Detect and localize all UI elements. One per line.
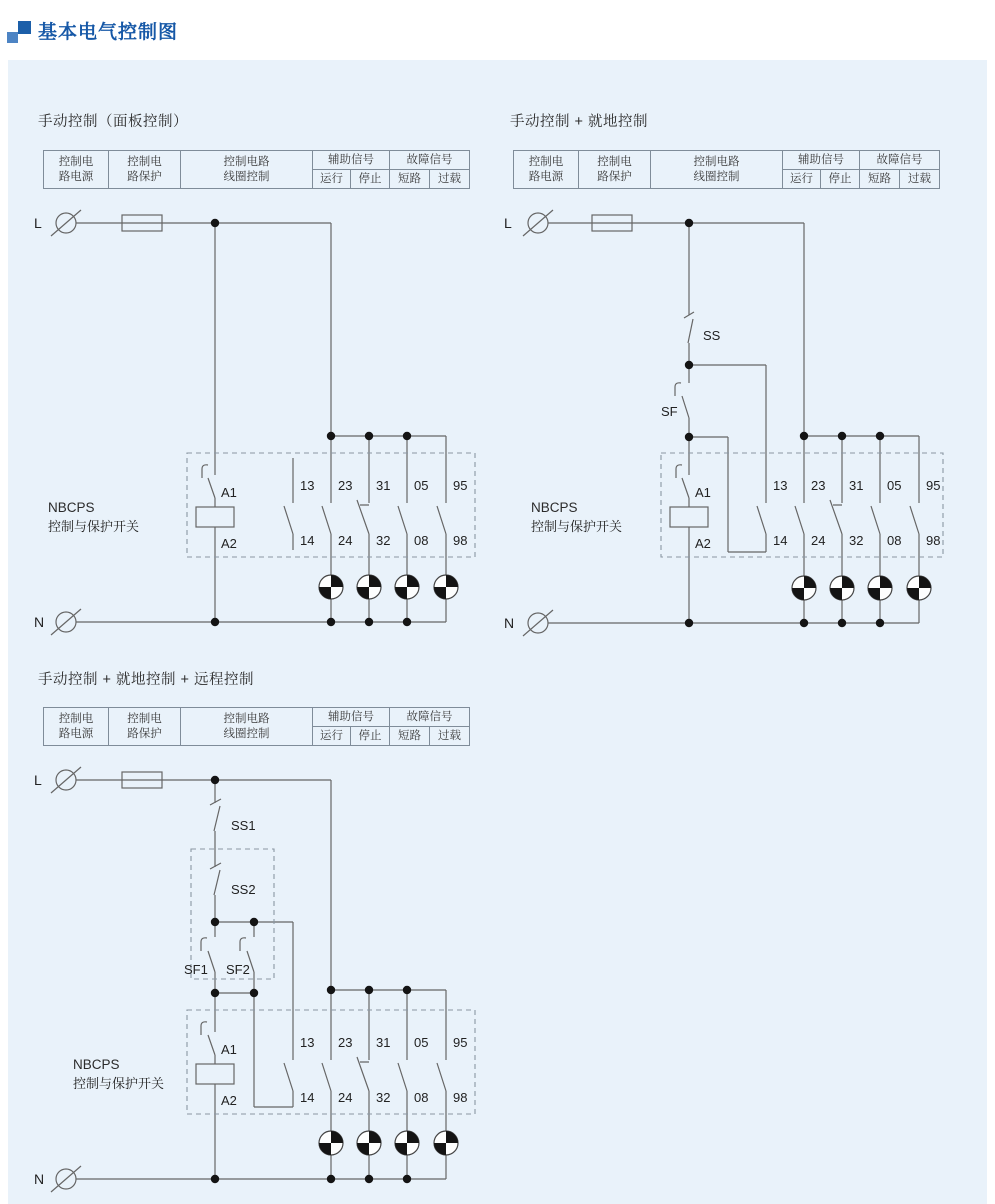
signal-table-2: 控制电 路电源 控制电 路保护 控制电路 线圈控制 辅助信号 故障信号 运行 停止 短路 过载 — [513, 150, 940, 189]
svg-text:95: 95 — [453, 1035, 468, 1050]
sf-actuator-icon — [675, 383, 681, 396]
remote-dashed-box — [191, 849, 274, 979]
sf-switch-label: SF — [661, 404, 678, 419]
diagram3-title: 手动控制 + 就地控制 + 远程控制 — [38, 672, 255, 688]
logo-square-dark-icon — [18, 21, 31, 34]
contact-numbers — [773, 478, 940, 548]
wires — [548, 223, 919, 623]
svg-text:13: 13 — [300, 1035, 315, 1050]
neutral-label: N — [34, 614, 45, 630]
svg-text:14: 14 — [773, 533, 788, 548]
sf1-actuator-icon — [201, 938, 207, 951]
sf2-actuator-icon — [240, 938, 246, 951]
svg-text:NBCPS: NBCPS — [531, 500, 578, 515]
circuit-diagram-2 — [500, 200, 970, 650]
svg-text:23: 23 — [811, 478, 826, 493]
svg-text:32: 32 — [376, 533, 391, 548]
coil-a1: A1 — [221, 485, 237, 500]
run-lamp-icon — [792, 576, 816, 600]
device-desc: 控制与保护开关 — [48, 519, 140, 534]
junction-dots — [685, 219, 884, 627]
svg-text:32: 32 — [849, 533, 864, 548]
logo-square-light-icon — [7, 32, 18, 43]
col-run: 运行 — [313, 170, 351, 189]
svg-text:NBCPS: NBCPS — [73, 1057, 120, 1072]
svg-text:98: 98 — [926, 533, 941, 548]
coil-symbol — [196, 507, 234, 527]
stop-lamp-icon — [357, 575, 381, 599]
junction-dots — [211, 219, 411, 626]
svg-text:N: N — [34, 1171, 45, 1187]
run-lamp-icon — [319, 575, 343, 599]
manual-actuator-icon — [202, 465, 208, 478]
coil-a2: A2 — [221, 536, 237, 551]
svg-text:N: N — [504, 615, 515, 631]
svg-text:14: 14 — [300, 533, 315, 548]
overload-lamp-icon — [434, 575, 458, 599]
short-lamp-icon — [395, 575, 419, 599]
circuit-diagram-3 — [30, 755, 500, 1204]
svg-text:31: 31 — [376, 1035, 391, 1050]
ss-switch-label: SS — [703, 328, 721, 343]
svg-text:23: 23 — [338, 478, 353, 493]
wires — [76, 223, 446, 622]
svg-text:05: 05 — [414, 478, 429, 493]
indicator-lamps — [319, 1131, 458, 1155]
overload-lamp-icon — [907, 576, 931, 600]
svg-text:98: 98 — [453, 533, 468, 548]
diagram1-title: 手动控制（面板控制） — [38, 114, 188, 130]
sf2-switch-label: SF2 — [226, 962, 250, 977]
stop-lamp-icon — [830, 576, 854, 600]
col-protection: 控制电 路保护 — [109, 151, 181, 189]
svg-text:A2: A2 — [221, 1093, 237, 1108]
svg-text:95: 95 — [926, 478, 941, 493]
overload-lamp-icon — [434, 1131, 458, 1155]
svg-text:A1: A1 — [695, 485, 711, 500]
col-short: 短路 — [390, 170, 430, 189]
svg-text:A2: A2 — [695, 536, 711, 551]
col-stop: 停止 — [351, 170, 390, 189]
svg-text:控制与保护开关: 控制与保护开关 — [531, 519, 623, 534]
svg-text:24: 24 — [338, 533, 353, 548]
svg-text:05: 05 — [887, 478, 902, 493]
svg-text:05: 05 — [414, 1035, 429, 1050]
svg-text:13: 13 — [773, 478, 788, 493]
short-lamp-icon — [868, 576, 892, 600]
col-overload: 过载 — [430, 170, 470, 189]
svg-text:13: 13 — [300, 478, 315, 493]
contact-numbers — [300, 478, 467, 548]
page-title: 基本电气控制图 — [38, 22, 179, 43]
indicator-lamps — [792, 576, 931, 600]
circuit-diagram-1 — [30, 200, 500, 650]
contact-numbers — [300, 1035, 467, 1105]
coil-symbol — [670, 507, 708, 527]
diagram2-title: 手动控制 + 就地控制 — [510, 114, 649, 130]
svg-text:08: 08 — [414, 1090, 429, 1105]
svg-text:32: 32 — [376, 1090, 391, 1105]
col-power: 控制电 路电源 — [44, 151, 109, 189]
indicator-lamps — [319, 575, 458, 599]
svg-text:08: 08 — [887, 533, 902, 548]
svg-text:A1: A1 — [221, 1042, 237, 1057]
run-lamp-icon — [319, 1131, 343, 1155]
col-fault: 故障信号 — [390, 151, 470, 170]
svg-text:L: L — [34, 772, 42, 788]
svg-text:95: 95 — [453, 478, 468, 493]
svg-text:L: L — [504, 215, 512, 231]
svg-text:24: 24 — [338, 1090, 353, 1105]
line-label: L — [34, 215, 42, 231]
svg-text:31: 31 — [376, 478, 391, 493]
svg-text:23: 23 — [338, 1035, 353, 1050]
ss2-switch-label: SS2 — [231, 882, 256, 897]
ss1-switch-label: SS1 — [231, 818, 256, 833]
svg-text:08: 08 — [414, 533, 429, 548]
stop-lamp-icon — [357, 1131, 381, 1155]
signal-table-3: 控制电 路电源 控制电 路保护 控制电路 线圈控制 辅助信号 故障信号 运行 停止 短路 过载 — [43, 707, 470, 746]
short-lamp-icon — [395, 1131, 419, 1155]
manual-actuator-icon — [201, 1022, 207, 1035]
manual-actuator-icon — [676, 465, 682, 478]
signal-table-1 — [43, 150, 470, 189]
svg-text:24: 24 — [811, 533, 826, 548]
sf1-switch-label: SF1 — [184, 962, 208, 977]
svg-text:98: 98 — [453, 1090, 468, 1105]
svg-text:31: 31 — [849, 478, 864, 493]
svg-text:控制与保护开关: 控制与保护开关 — [73, 1076, 165, 1091]
coil-symbol — [196, 1064, 234, 1084]
svg-text:14: 14 — [300, 1090, 315, 1105]
col-coil: 控制电路 线圈控制 — [181, 151, 313, 189]
device-name: NBCPS — [48, 500, 95, 515]
col-aux: 辅助信号 — [313, 151, 390, 170]
